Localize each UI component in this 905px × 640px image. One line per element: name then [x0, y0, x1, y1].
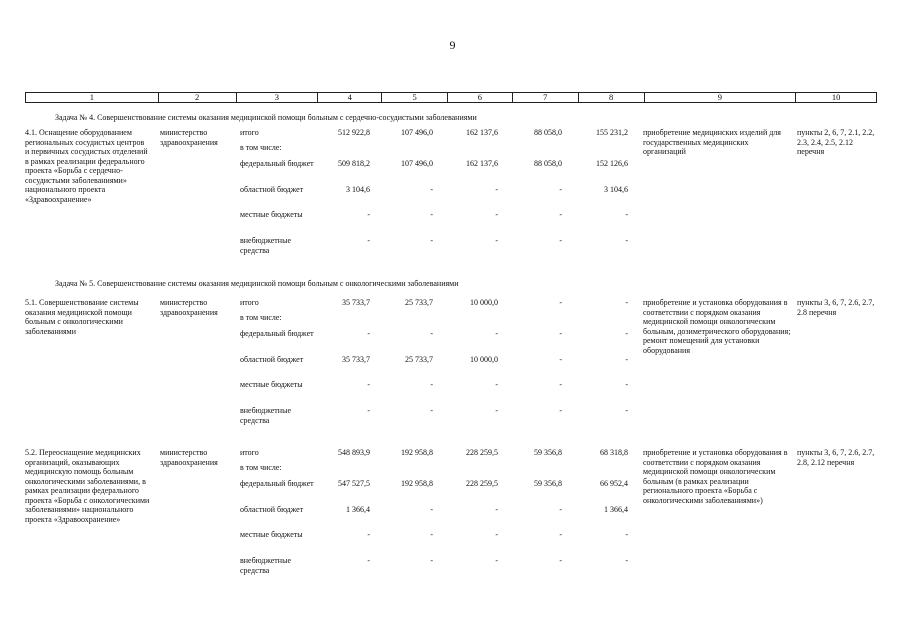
financing-value: -: [559, 236, 562, 245]
financing-source: внебюджетные средства: [240, 556, 291, 575]
financing-row: [240, 355, 628, 375]
financing-value: -: [625, 329, 628, 338]
financing-value: 192 958,8: [401, 448, 433, 457]
financing-value: 107 496,0: [401, 159, 433, 168]
financing-value: -: [495, 185, 498, 194]
column-number-1: 1: [26, 93, 159, 102]
financing-row: [240, 556, 628, 576]
financing-row: [240, 380, 628, 400]
financing-value: 162 137,6: [466, 159, 498, 168]
column-header-row: [25, 92, 877, 103]
financing-source: внебюджетные средства: [240, 406, 291, 425]
financing-value: 35 733,7: [342, 298, 370, 307]
financing-value: -: [559, 298, 562, 307]
financing-value: -: [559, 530, 562, 539]
column-number-8: 8: [579, 93, 645, 102]
financing-value: 547 527,5: [338, 479, 370, 488]
financing-value: -: [430, 406, 433, 415]
financing-value: 10 000,0: [470, 355, 498, 364]
financing-value: 155 231,2: [596, 128, 628, 137]
financing-value: -: [559, 380, 562, 389]
column-number-9: 9: [645, 93, 797, 102]
financing-row: [240, 329, 628, 349]
list-items-reference: пункты 2, 6, 7, 2.1, 2.2, 2.3, 2.4, 2.5, 2.12 перечня: [797, 128, 875, 156]
financing-value: 228 259,5: [466, 448, 498, 457]
financing-value: -: [430, 380, 433, 389]
list-items-reference: пункты 3, 6, 7, 2.6, 2.7, 2.8, 2.12 перечня: [797, 448, 875, 467]
financing-value: -: [430, 210, 433, 219]
financing-value: -: [495, 380, 498, 389]
financing-value: 512 922,8: [338, 128, 370, 137]
financing-value: -: [367, 530, 370, 539]
expected-result: приобретение и установка оборудования в соответствии с порядком оказания медицинской помощи онкологическим больным, дозиметрического оборудования; ремонт помещений для установки оборудования: [643, 298, 791, 355]
financing-value: 59 356,8: [534, 448, 562, 457]
financing-value: -: [559, 505, 562, 514]
column-number-4: 4: [318, 93, 382, 102]
financing-source: в том числе:: [240, 143, 282, 152]
expected-result: приобретение медицинских изделий для государственных медицинских организаций: [643, 128, 781, 156]
financing-value: -: [430, 556, 433, 565]
list-items-reference: пункты 3, 6, 7, 2.6, 2.7, 2.8 перечня: [797, 298, 875, 317]
financing-value: 10 000,0: [470, 298, 498, 307]
financing-value: 152 126,6: [596, 159, 628, 168]
financing-value: 88 058,0: [534, 128, 562, 137]
financing-source: итого: [240, 448, 259, 457]
financing-value: -: [495, 210, 498, 219]
page-number: 9: [449, 38, 456, 52]
financing-value: 68 318,8: [600, 448, 628, 457]
financing-source: федеральный бюджет: [240, 329, 314, 338]
financing-source: федеральный бюджет: [240, 159, 314, 168]
financing-row: [240, 210, 628, 230]
financing-value: -: [625, 355, 628, 364]
activity-executor: министерство здравоохранения: [160, 128, 218, 147]
financing-value: 548 893,9: [338, 448, 370, 457]
financing-value: 35 733,7: [342, 355, 370, 364]
financing-row: [240, 479, 628, 499]
activity-name: 4.1. Оснащение оборудованием региональных сосудистых центров и первичных сосудистых отделений в рамках реализации федерального проекта «Борьба с сердечно-сосудистыми заболеваниями» национального проекта «Здравоохранение»: [25, 128, 148, 204]
financing-value: 3 104,6: [346, 185, 370, 194]
financing-source: местные бюджеты: [240, 380, 303, 389]
financing-source: местные бюджеты: [240, 210, 303, 219]
financing-value: 66 952,4: [600, 479, 628, 488]
column-number-7: 7: [513, 93, 579, 102]
financing-value: -: [625, 406, 628, 415]
financing-value: 59 356,8: [534, 479, 562, 488]
financing-source: федеральный бюджет: [240, 479, 314, 488]
financing-value: -: [625, 530, 628, 539]
financing-row: [240, 185, 628, 205]
financing-value: 88 058,0: [534, 159, 562, 168]
financing-value: -: [430, 530, 433, 539]
financing-value: 1 366,4: [346, 505, 370, 514]
financing-value: -: [367, 380, 370, 389]
financing-source: итого: [240, 298, 259, 307]
financing-value: -: [625, 210, 628, 219]
financing-value: -: [495, 505, 498, 514]
financing-source: в том числе:: [240, 313, 282, 322]
financing-value: -: [367, 329, 370, 338]
financing-value: -: [559, 556, 562, 565]
financing-value: -: [495, 406, 498, 415]
financing-value: -: [430, 505, 433, 514]
activity-name: 5.1. Совершенствование системы оказания медицинской помощи больным с онкологическими заболеваниями: [25, 298, 139, 336]
financing-row: [240, 505, 628, 525]
financing-value: 162 137,6: [466, 128, 498, 137]
activity-executor: министерство здравоохранения: [160, 448, 218, 467]
financing-value: 25 733,7: [405, 298, 433, 307]
financing-source: областной бюджет: [240, 505, 304, 514]
financing-source: областной бюджет: [240, 355, 304, 364]
financing-source: в том числе:: [240, 463, 282, 472]
financing-value: -: [625, 380, 628, 389]
financing-value: -: [367, 236, 370, 245]
financing-value: -: [559, 210, 562, 219]
financing-value: -: [559, 355, 562, 364]
financing-value: -: [495, 556, 498, 565]
financing-value: 192 958,8: [401, 479, 433, 488]
financing-value: 1 366,4: [604, 505, 628, 514]
financing-value: -: [559, 406, 562, 415]
financing-value: 3 104,6: [604, 185, 628, 194]
financing-value: -: [625, 556, 628, 565]
financing-source: внебюджетные средства: [240, 236, 291, 255]
column-number-5: 5: [382, 93, 448, 102]
financing-value: -: [495, 236, 498, 245]
column-number-10: 10: [831, 92, 841, 102]
financing-value: -: [430, 329, 433, 338]
financing-value: -: [495, 530, 498, 539]
task-title: Задача № 5. Совершенствование системы оказания медицинской помощи больным с онкологическими заболеваниями: [55, 279, 459, 288]
financing-value: 228 259,5: [466, 479, 498, 488]
column-number-2: 2: [159, 93, 237, 102]
financing-value: -: [367, 406, 370, 415]
column-number-6: 6: [448, 93, 513, 102]
financing-source: итого: [240, 128, 259, 137]
financing-value: -: [367, 210, 370, 219]
financing-source: местные бюджеты: [240, 530, 303, 539]
financing-value: -: [495, 329, 498, 338]
financing-row: [240, 236, 628, 256]
financing-row: [240, 530, 628, 550]
financing-value: -: [559, 185, 562, 194]
financing-value: -: [625, 236, 628, 245]
expected-result: приобретение и установка оборудования в соответствии с порядком оказания медицинской помощи онкологическим больным (в рамках реализации регионального проекта «Борьба с онкологическими заболеваниями»): [643, 448, 788, 505]
financing-value: -: [367, 556, 370, 565]
financing-row: [240, 159, 628, 179]
financing-value: 25 733,7: [405, 355, 433, 364]
activity-executor: министерство здравоохранения: [160, 298, 218, 317]
financing-row: [240, 406, 628, 426]
financing-value: -: [430, 236, 433, 245]
financing-value: 509 818,2: [338, 159, 370, 168]
task-title: Задача № 4. Совершенствование системы оказания медицинской помощи больным с сердечно-сосудистыми заболеваниями: [55, 113, 477, 122]
activity-name: 5.2. Переоснащение медицинских организаций, оказывающих медицинскую помощь больным онкологическими заболеваниями, в рамках реализации федерального проекта «Борьба с онкологическими заболеваниями» национального проекта «Здравоохранение»: [25, 448, 150, 524]
financing-value: -: [430, 185, 433, 194]
financing-value: -: [625, 298, 628, 307]
financing-value: -: [559, 329, 562, 338]
column-number-3: 3: [237, 93, 319, 102]
financing-value: 107 496,0: [401, 128, 433, 137]
financing-source: областной бюджет: [240, 185, 304, 194]
